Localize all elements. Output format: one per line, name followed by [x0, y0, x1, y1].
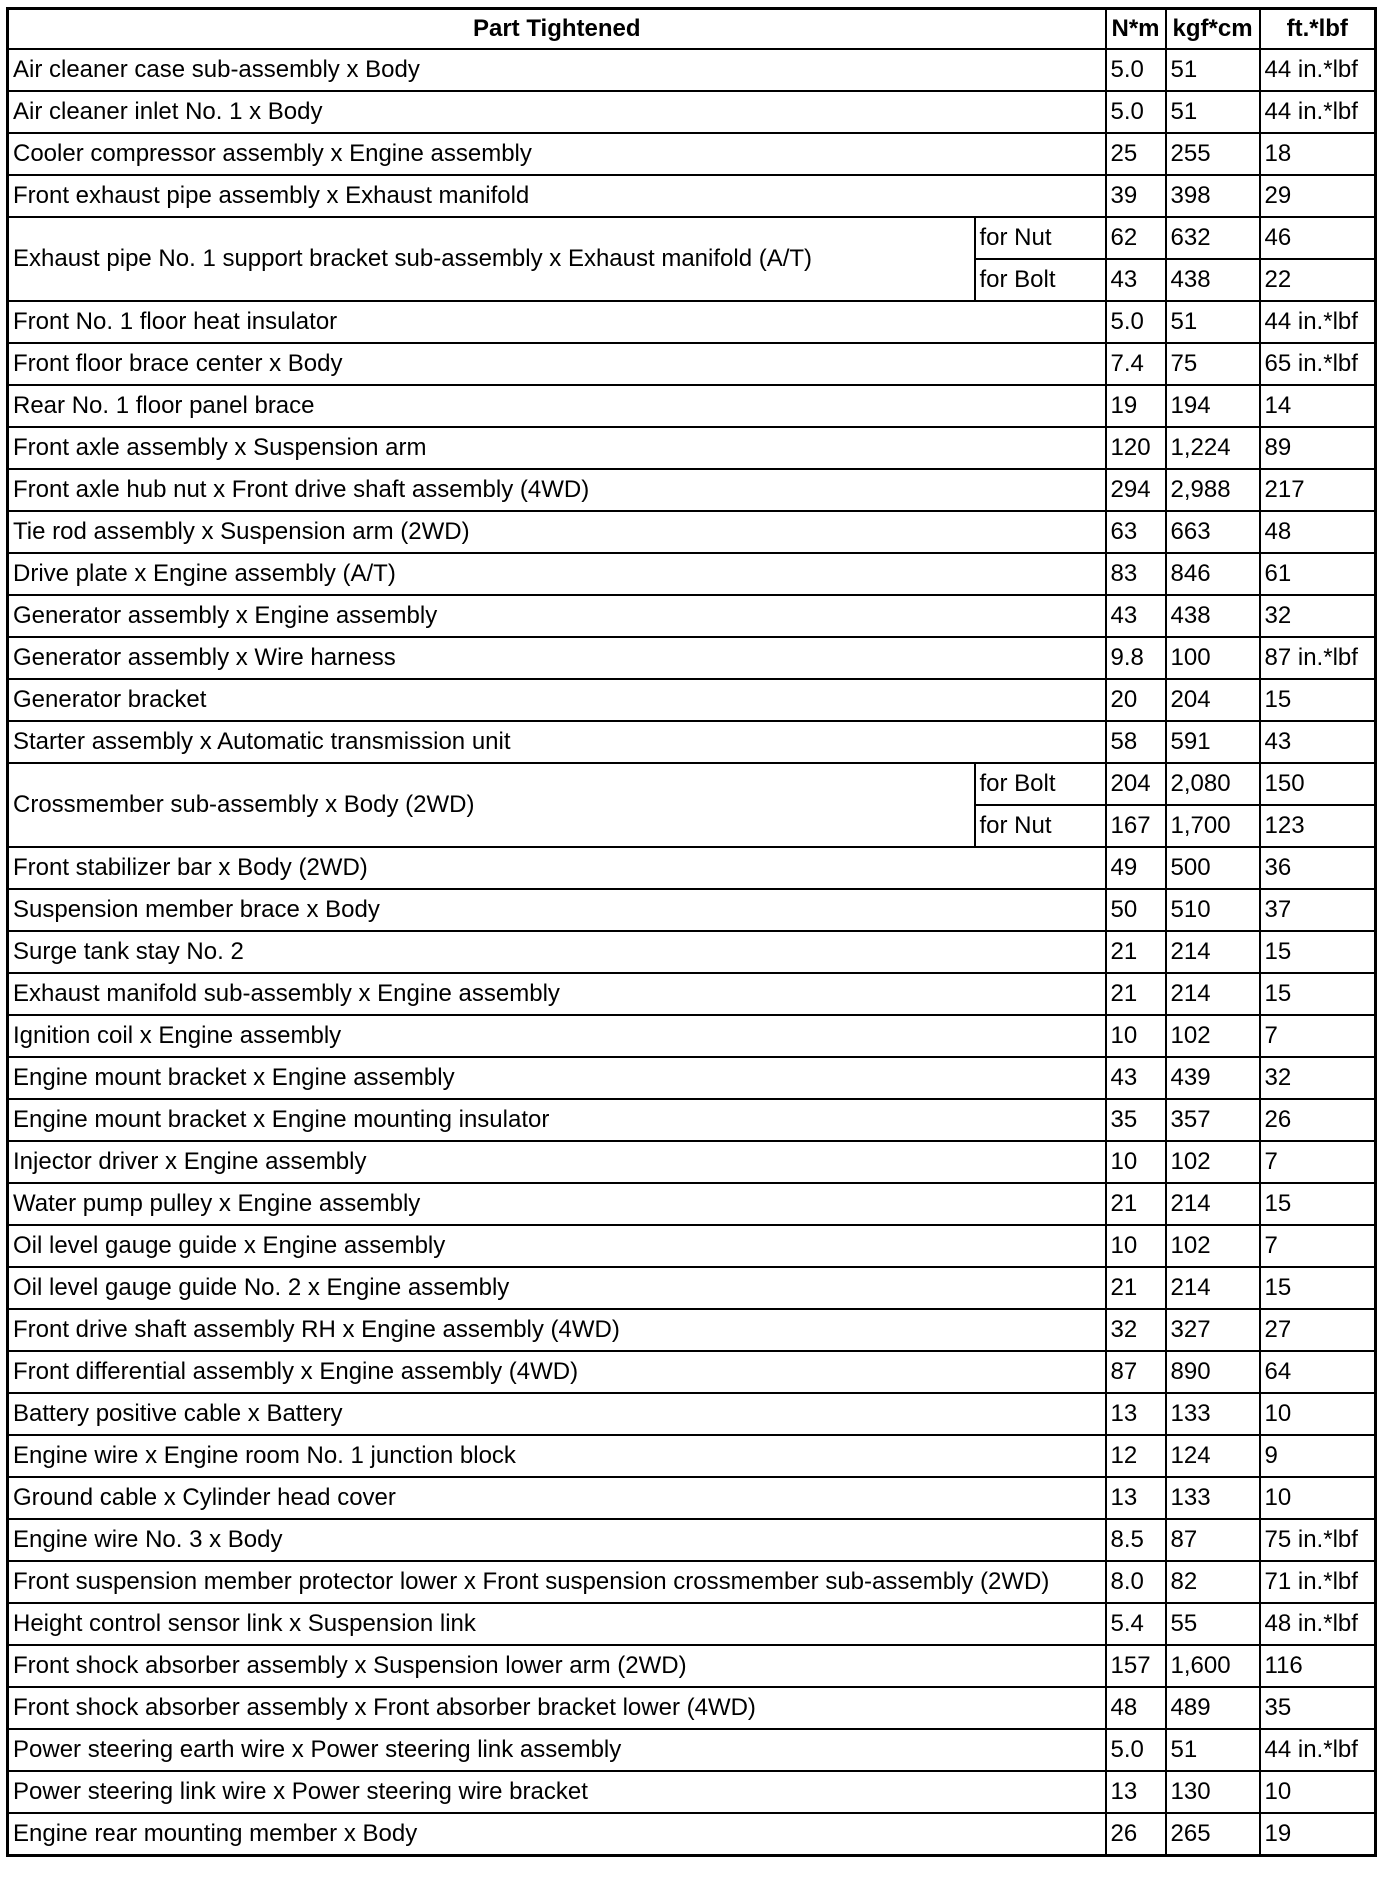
table-row [8, 343, 1376, 385]
table-row [8, 1603, 1376, 1645]
nm-cell: 10 [1106, 1015, 1166, 1057]
part-cell: Height control sensor link x Suspension link [8, 1603, 1106, 1645]
ftlbf-cell: 10 [1260, 1393, 1376, 1435]
part-cell: Front suspension member protector lower x Front suspension crossmember sub-assembly (2WD) [8, 1561, 1106, 1603]
kgfcm-cell: 102 [1166, 1225, 1260, 1267]
ftlbf-cell: 48 [1260, 511, 1376, 553]
nm-cell: 13 [1106, 1393, 1166, 1435]
kgfcm-cell: 75 [1166, 343, 1260, 385]
nm-cell: 43 [1106, 595, 1166, 637]
part-cell: Generator assembly x Engine assembly [8, 595, 1106, 637]
kgfcm-cell: 51 [1166, 301, 1260, 343]
nm-cell: 49 [1106, 847, 1166, 889]
ftlbf-cell: 217 [1260, 469, 1376, 511]
nm-cell: 10 [1106, 1225, 1166, 1267]
part-cell: Ignition coil x Engine assembly [8, 1015, 1106, 1057]
part-cell: Power steering earth wire x Power steering link assembly [8, 1729, 1106, 1771]
nm-cell: 50 [1106, 889, 1166, 931]
ftlbf-cell: 19 [1260, 1813, 1376, 1856]
fastener-cell: for Nut [975, 805, 1106, 847]
nm-cell: 39 [1106, 175, 1166, 217]
nm-cell: 167 [1106, 805, 1166, 847]
table-row [8, 301, 1376, 343]
header-nm: N*m [1106, 9, 1166, 50]
table-body [8, 49, 1376, 1856]
part-cell: Battery positive cable x Battery [8, 1393, 1106, 1435]
ftlbf-cell: 46 [1260, 217, 1376, 259]
table-row [8, 1351, 1376, 1393]
kgfcm-cell: 51 [1166, 1729, 1260, 1771]
table-row [8, 1645, 1376, 1687]
nm-cell: 63 [1106, 511, 1166, 553]
table-row [8, 1267, 1376, 1309]
kgfcm-cell: 133 [1166, 1393, 1260, 1435]
table-row [8, 553, 1376, 595]
torque-specification-table [6, 7, 1377, 1857]
table-row [8, 1687, 1376, 1729]
kgfcm-cell: 846 [1166, 553, 1260, 595]
ftlbf-cell: 89 [1260, 427, 1376, 469]
ftlbf-cell: 116 [1260, 1645, 1376, 1687]
kgfcm-cell: 265 [1166, 1813, 1260, 1856]
kgfcm-cell: 632 [1166, 217, 1260, 259]
kgfcm-cell: 100 [1166, 637, 1260, 679]
part-cell: Front shock absorber assembly x Suspension lower arm (2WD) [8, 1645, 1106, 1687]
part-cell: Engine wire x Engine room No. 1 junction block [8, 1435, 1106, 1477]
table-row [8, 1477, 1376, 1519]
part-cell: Ground cable x Cylinder head cover [8, 1477, 1106, 1519]
kgfcm-cell: 51 [1166, 49, 1260, 91]
header-ftlbf: ft.*lbf [1260, 9, 1376, 50]
nm-cell: 26 [1106, 1813, 1166, 1856]
nm-cell: 5.0 [1106, 49, 1166, 91]
ftlbf-cell: 43 [1260, 721, 1376, 763]
ftlbf-cell: 15 [1260, 973, 1376, 1015]
nm-cell: 12 [1106, 1435, 1166, 1477]
ftlbf-cell: 27 [1260, 1309, 1376, 1351]
nm-cell: 8.0 [1106, 1561, 1166, 1603]
kgfcm-cell: 255 [1166, 133, 1260, 175]
kgfcm-cell: 357 [1166, 1099, 1260, 1141]
ftlbf-cell: 15 [1260, 679, 1376, 721]
header-kgfcm: kgf*cm [1166, 9, 1260, 50]
nm-cell: 13 [1106, 1477, 1166, 1519]
table-row [8, 973, 1376, 1015]
table-row [8, 91, 1376, 133]
nm-cell: 21 [1106, 1183, 1166, 1225]
table-row [8, 847, 1376, 889]
kgfcm-cell: 510 [1166, 889, 1260, 931]
table-row [8, 1099, 1376, 1141]
part-cell: Drive plate x Engine assembly (A/T) [8, 553, 1106, 595]
nm-cell: 5.4 [1106, 1603, 1166, 1645]
nm-cell: 294 [1106, 469, 1166, 511]
kgfcm-cell: 1,600 [1166, 1645, 1260, 1687]
nm-cell: 120 [1106, 427, 1166, 469]
nm-cell: 5.0 [1106, 91, 1166, 133]
table-row [8, 217, 1376, 259]
nm-cell: 48 [1106, 1687, 1166, 1729]
table-row [8, 1225, 1376, 1267]
table-row [8, 385, 1376, 427]
nm-cell: 204 [1106, 763, 1166, 805]
table-row [8, 1183, 1376, 1225]
table-row [8, 721, 1376, 763]
ftlbf-cell: 61 [1260, 553, 1376, 595]
kgfcm-cell: 204 [1166, 679, 1260, 721]
ftlbf-cell: 35 [1260, 1687, 1376, 1729]
kgfcm-cell: 124 [1166, 1435, 1260, 1477]
ftlbf-cell: 48 in.*lbf [1260, 1603, 1376, 1645]
kgfcm-cell: 87 [1166, 1519, 1260, 1561]
ftlbf-cell: 29 [1260, 175, 1376, 217]
part-cell: Surge tank stay No. 2 [8, 931, 1106, 973]
nm-cell: 13 [1106, 1771, 1166, 1813]
nm-cell: 58 [1106, 721, 1166, 763]
ftlbf-cell: 37 [1260, 889, 1376, 931]
nm-cell: 157 [1106, 1645, 1166, 1687]
ftlbf-cell: 15 [1260, 931, 1376, 973]
kgfcm-cell: 55 [1166, 1603, 1260, 1645]
table-row [8, 1771, 1376, 1813]
table-row [8, 427, 1376, 469]
kgfcm-cell: 327 [1166, 1309, 1260, 1351]
table-row [8, 763, 1376, 805]
part-cell: Front drive shaft assembly RH x Engine assembly (4WD) [8, 1309, 1106, 1351]
part-cell: Air cleaner inlet No. 1 x Body [8, 91, 1106, 133]
nm-cell: 83 [1106, 553, 1166, 595]
kgfcm-cell: 489 [1166, 1687, 1260, 1729]
part-cell: Water pump pulley x Engine assembly [8, 1183, 1106, 1225]
ftlbf-cell: 64 [1260, 1351, 1376, 1393]
ftlbf-cell: 32 [1260, 1057, 1376, 1099]
kgfcm-cell: 438 [1166, 259, 1260, 301]
table-row [8, 1141, 1376, 1183]
table-row [8, 1729, 1376, 1771]
table-row [8, 469, 1376, 511]
part-cell: Engine wire No. 3 x Body [8, 1519, 1106, 1561]
nm-cell: 87 [1106, 1351, 1166, 1393]
table-row [8, 1435, 1376, 1477]
nm-cell: 43 [1106, 1057, 1166, 1099]
header-part-tightened: Part Tightened [8, 9, 1106, 50]
kgfcm-cell: 194 [1166, 385, 1260, 427]
part-cell: Cooler compressor assembly x Engine assembly [8, 133, 1106, 175]
part-cell: Suspension member brace x Body [8, 889, 1106, 931]
part-cell: Front axle assembly x Suspension arm [8, 427, 1106, 469]
table-row [8, 637, 1376, 679]
part-cell: Generator bracket [8, 679, 1106, 721]
part-cell: Exhaust manifold sub-assembly x Engine assembly [8, 973, 1106, 1015]
part-cell: Power steering link wire x Power steering wire bracket [8, 1771, 1106, 1813]
kgfcm-cell: 214 [1166, 931, 1260, 973]
table-row [8, 595, 1376, 637]
kgfcm-cell: 398 [1166, 175, 1260, 217]
kgfcm-cell: 133 [1166, 1477, 1260, 1519]
part-cell: Front floor brace center x Body [8, 343, 1106, 385]
nm-cell: 5.0 [1106, 301, 1166, 343]
ftlbf-cell: 87 in.*lbf [1260, 637, 1376, 679]
ftlbf-cell: 44 in.*lbf [1260, 1729, 1376, 1771]
ftlbf-cell: 26 [1260, 1099, 1376, 1141]
kgfcm-cell: 102 [1166, 1141, 1260, 1183]
kgfcm-cell: 663 [1166, 511, 1260, 553]
fastener-cell: for Nut [975, 217, 1106, 259]
ftlbf-cell: 14 [1260, 385, 1376, 427]
part-cell: Injector driver x Engine assembly [8, 1141, 1106, 1183]
ftlbf-cell: 18 [1260, 133, 1376, 175]
part-cell: Crossmember sub-assembly x Body (2WD) [8, 763, 975, 847]
ftlbf-cell: 10 [1260, 1771, 1376, 1813]
part-cell: Engine rear mounting member x Body [8, 1813, 1106, 1856]
ftlbf-cell: 10 [1260, 1477, 1376, 1519]
part-cell: Front shock absorber assembly x Front absorber bracket lower (4WD) [8, 1687, 1106, 1729]
nm-cell: 21 [1106, 973, 1166, 1015]
part-cell: Engine mount bracket x Engine mounting insulator [8, 1099, 1106, 1141]
kgfcm-cell: 2,988 [1166, 469, 1260, 511]
ftlbf-cell: 15 [1260, 1183, 1376, 1225]
nm-cell: 5.0 [1106, 1729, 1166, 1771]
nm-cell: 10 [1106, 1141, 1166, 1183]
table-row [8, 1519, 1376, 1561]
table-row [8, 1561, 1376, 1603]
nm-cell: 9.8 [1106, 637, 1166, 679]
ftlbf-cell: 7 [1260, 1225, 1376, 1267]
kgfcm-cell: 591 [1166, 721, 1260, 763]
fastener-cell: for Bolt [975, 259, 1106, 301]
nm-cell: 35 [1106, 1099, 1166, 1141]
kgfcm-cell: 1,700 [1166, 805, 1260, 847]
fastener-cell: for Bolt [975, 763, 1106, 805]
kgfcm-cell: 214 [1166, 973, 1260, 1015]
ftlbf-cell: 15 [1260, 1267, 1376, 1309]
kgfcm-cell: 102 [1166, 1015, 1260, 1057]
ftlbf-cell: 32 [1260, 595, 1376, 637]
table-header-row [8, 9, 1376, 50]
nm-cell: 7.4 [1106, 343, 1166, 385]
table-row [8, 49, 1376, 91]
ftlbf-cell: 22 [1260, 259, 1376, 301]
kgfcm-cell: 130 [1166, 1771, 1260, 1813]
nm-cell: 25 [1106, 133, 1166, 175]
table-row [8, 1015, 1376, 1057]
kgfcm-cell: 214 [1166, 1267, 1260, 1309]
part-cell: Rear No. 1 floor panel brace [8, 385, 1106, 427]
kgfcm-cell: 1,224 [1166, 427, 1260, 469]
ftlbf-cell: 36 [1260, 847, 1376, 889]
table-row [8, 511, 1376, 553]
kgfcm-cell: 214 [1166, 1183, 1260, 1225]
kgfcm-cell: 51 [1166, 91, 1260, 133]
table-row [8, 679, 1376, 721]
kgfcm-cell: 82 [1166, 1561, 1260, 1603]
nm-cell: 20 [1106, 679, 1166, 721]
kgfcm-cell: 890 [1166, 1351, 1260, 1393]
part-cell: Air cleaner case sub-assembly x Body [8, 49, 1106, 91]
table-row [8, 1813, 1376, 1856]
table-row [8, 889, 1376, 931]
table-row [8, 133, 1376, 175]
part-cell: Oil level gauge guide x Engine assembly [8, 1225, 1106, 1267]
part-cell: Front differential assembly x Engine assembly (4WD) [8, 1351, 1106, 1393]
table-row [8, 1393, 1376, 1435]
nm-cell: 43 [1106, 259, 1166, 301]
nm-cell: 8.5 [1106, 1519, 1166, 1561]
part-cell: Exhaust pipe No. 1 support bracket sub-assembly x Exhaust manifold (A/T) [8, 217, 975, 301]
ftlbf-cell: 44 in.*lbf [1260, 301, 1376, 343]
ftlbf-cell: 123 [1260, 805, 1376, 847]
nm-cell: 21 [1106, 1267, 1166, 1309]
nm-cell: 21 [1106, 931, 1166, 973]
ftlbf-cell: 65 in.*lbf [1260, 343, 1376, 385]
ftlbf-cell: 71 in.*lbf [1260, 1561, 1376, 1603]
ftlbf-cell: 150 [1260, 763, 1376, 805]
nm-cell: 62 [1106, 217, 1166, 259]
part-cell: Oil level gauge guide No. 2 x Engine assembly [8, 1267, 1106, 1309]
kgfcm-cell: 2,080 [1166, 763, 1260, 805]
ftlbf-cell: 9 [1260, 1435, 1376, 1477]
table-row [8, 1057, 1376, 1099]
part-cell: Engine mount bracket x Engine assembly [8, 1057, 1106, 1099]
ftlbf-cell: 75 in.*lbf [1260, 1519, 1376, 1561]
part-cell: Front No. 1 floor heat insulator [8, 301, 1106, 343]
kgfcm-cell: 439 [1166, 1057, 1260, 1099]
ftlbf-cell: 7 [1260, 1141, 1376, 1183]
part-cell: Front stabilizer bar x Body (2WD) [8, 847, 1106, 889]
nm-cell: 19 [1106, 385, 1166, 427]
table-row [8, 175, 1376, 217]
part-cell: Tie rod assembly x Suspension arm (2WD) [8, 511, 1106, 553]
ftlbf-cell: 7 [1260, 1015, 1376, 1057]
part-cell: Starter assembly x Automatic transmission unit [8, 721, 1106, 763]
ftlbf-cell: 44 in.*lbf [1260, 49, 1376, 91]
table-row [8, 931, 1376, 973]
part-cell: Front exhaust pipe assembly x Exhaust manifold [8, 175, 1106, 217]
table-row [8, 1309, 1376, 1351]
part-cell: Front axle hub nut x Front drive shaft assembly (4WD) [8, 469, 1106, 511]
kgfcm-cell: 438 [1166, 595, 1260, 637]
part-cell: Generator assembly x Wire harness [8, 637, 1106, 679]
kgfcm-cell: 500 [1166, 847, 1260, 889]
nm-cell: 32 [1106, 1309, 1166, 1351]
ftlbf-cell: 44 in.*lbf [1260, 91, 1376, 133]
